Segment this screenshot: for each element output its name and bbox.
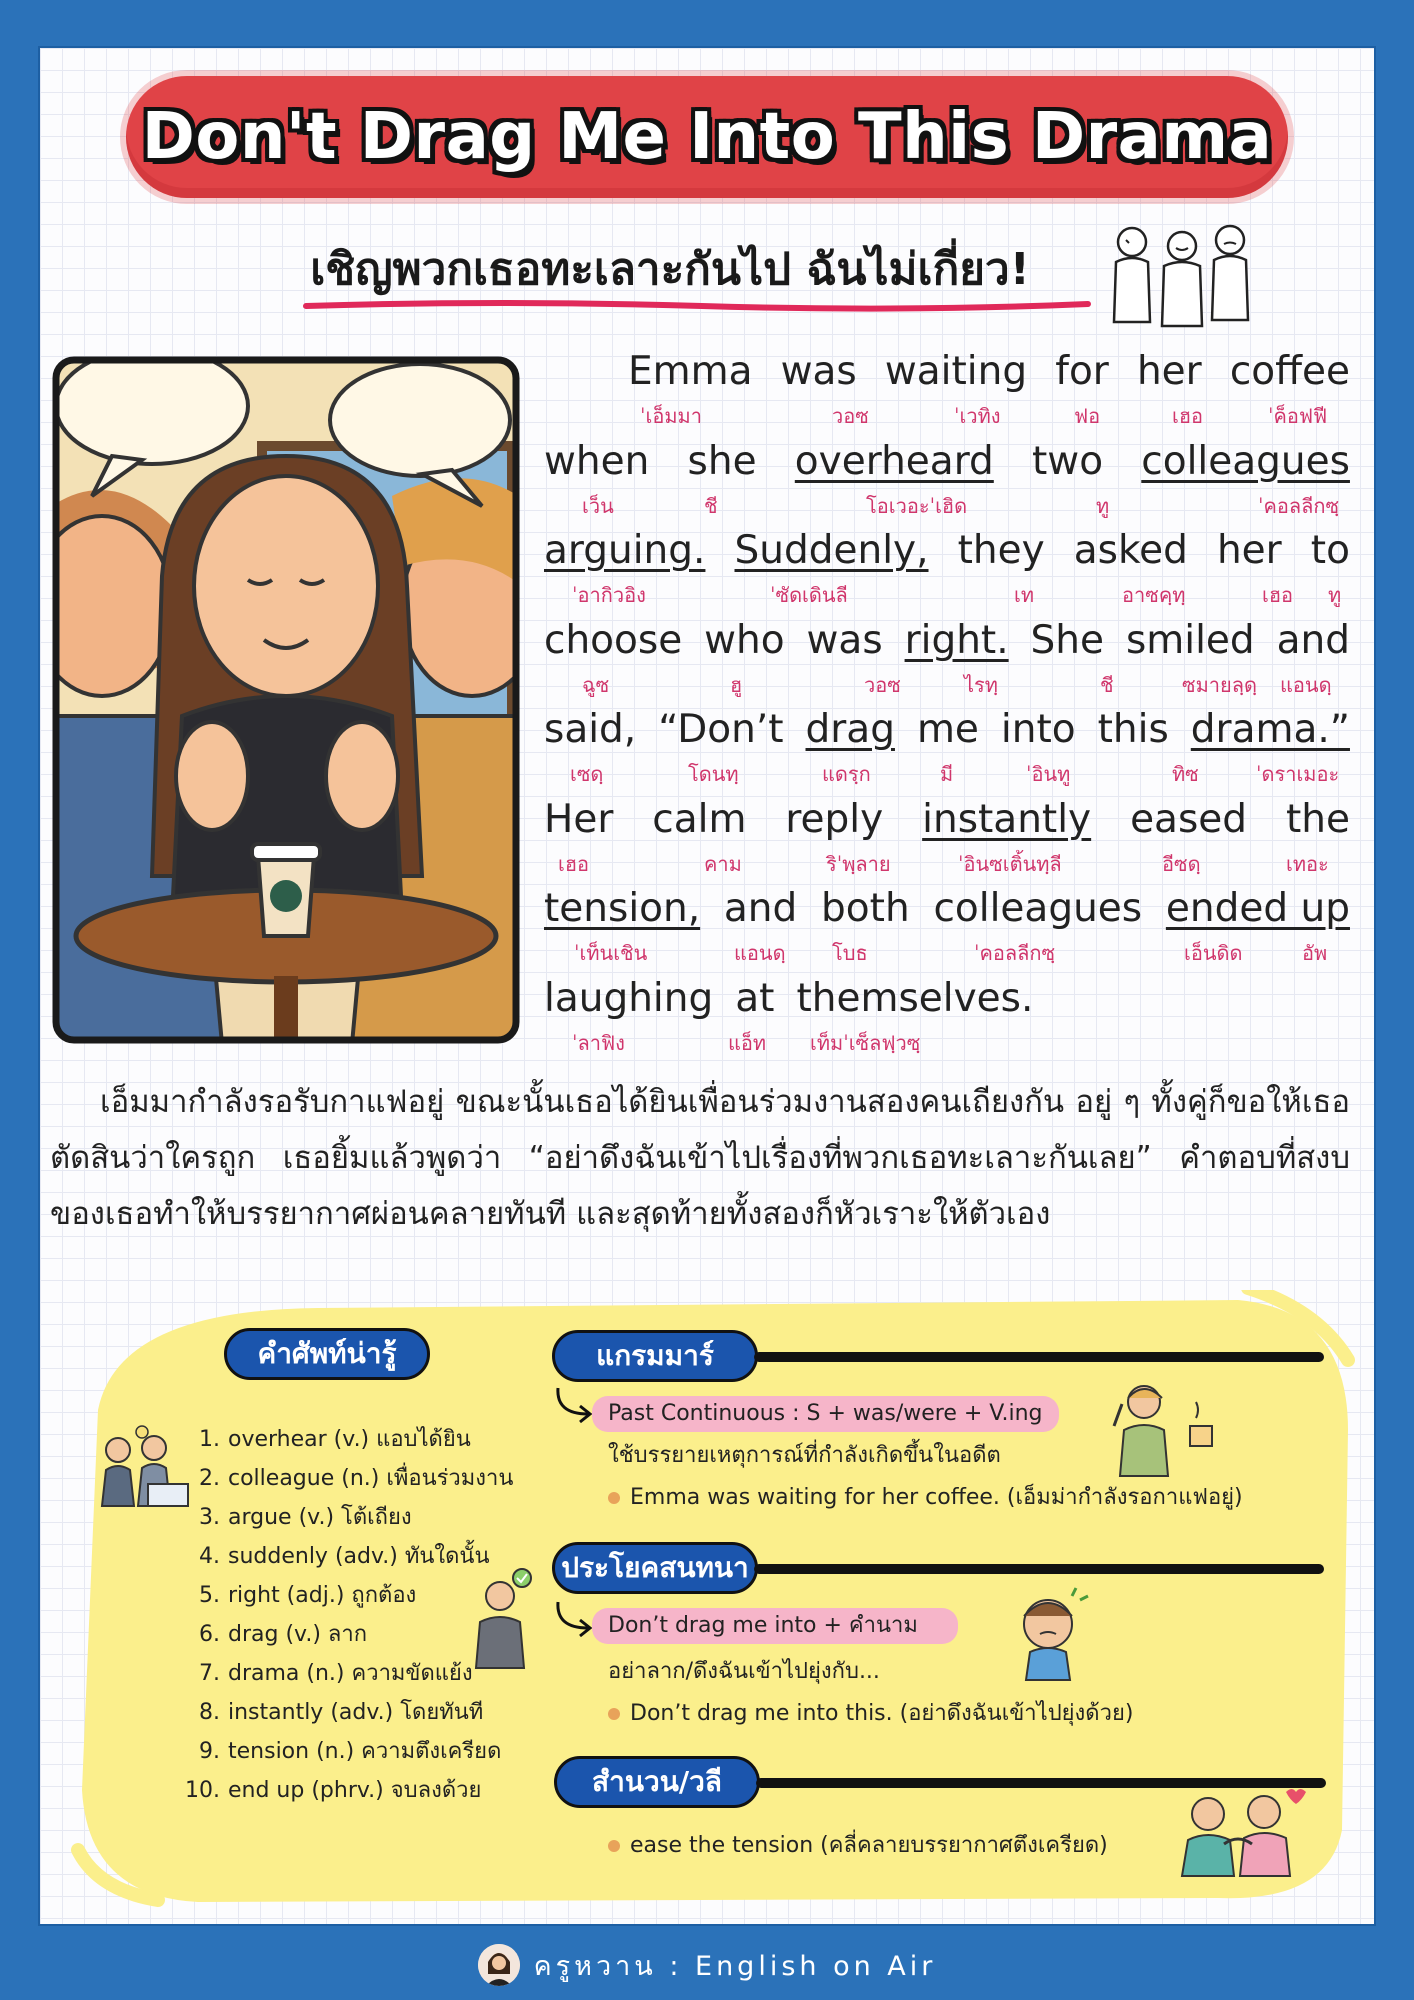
story-word: Her [544,796,614,842]
pronunciation: โอเวอะˈเฮิด [866,493,968,518]
page-title: Don't Drag Me Into This Drama [141,100,1273,174]
pronunciation: ทู [1096,493,1110,518]
story-word: they [957,528,1045,573]
story-line [544,975,1350,1065]
woman-with-coffee-icon [1100,1374,1220,1478]
story-word: to [1310,528,1350,573]
story-word: and [723,886,798,931]
pronunciation: อัพ [1302,941,1328,965]
story-word: laughing [544,975,714,1021]
pronunciation: เฮอ [1172,404,1204,428]
story-word: into [1000,707,1076,752]
footer-credit: ครูหวาน : English on Air [533,1950,937,1982]
vocab-list [182,1420,542,1810]
pronunciation: ˈซัดเดินลี [770,583,848,607]
vocab-word: colleagues [1141,438,1350,484]
vocab-item: 3. argue (v.) โต้เถียง [199,1505,412,1530]
pronunciation: มี [940,762,954,786]
pronunciation: เท็มˈเซ็ลฟฺวซฺ [810,1030,921,1055]
pronunciation: เอ็นดิด [1184,941,1243,965]
story-word: her [1216,528,1282,573]
vocab-word: ended up [1165,886,1350,931]
pronunciation: โบธ [832,941,868,965]
vocab-item: 9. tension (n.) ความตึงเครียด [199,1739,502,1764]
conversation-example: Don’t drag me into this. (อย่าดึงฉันเข้าไปยุ่งด้วย) [608,1698,1133,1730]
pronunciation: อาซคฺทฺ [1122,583,1186,607]
story-line [544,796,1350,886]
story-word: calm [652,796,747,842]
pronunciation: โดนทฺ [688,762,739,786]
story-word: two [1032,438,1104,484]
pronunciation: ˈคอลลีกซฺ [974,941,1056,965]
bullet-dot-icon [608,1492,620,1504]
avatar [478,1944,520,1986]
bullet-dot-icon [608,1708,620,1720]
story-word: She [1030,617,1105,663]
story-word: eased [1130,796,1248,842]
story-word: when [544,438,650,484]
pronunciation: แดรฺก [822,762,871,786]
pronunciation: ˈอินทู [1026,762,1071,786]
conversation-meaning: อย่าลาก/ดึงฉันเข้าไปยุ่งกับ... [608,1659,880,1684]
story-word: was [780,349,857,394]
pronunciation: ˈดราเมอะ [1256,762,1340,786]
vocab-item: 2. colleague (n.) เพื่อนร่วมงาน [199,1466,514,1491]
section-divider [754,1352,1324,1362]
pronunciation: เท [1014,583,1035,607]
story-word: “Don’t [658,707,784,752]
story-word: said, [544,707,637,752]
story-word: choose [544,617,683,663]
arrow-curve-icon [552,1386,596,1426]
story-word: for [1055,349,1109,394]
pronunciation: ซมายลฺดฺ [1182,672,1257,697]
pronunciation: แอนดฺ [1280,672,1332,697]
worried-boy-icon [1002,1586,1096,1682]
story-word: coffee [1229,349,1350,394]
grammar-heading: แกรมมาร์ [552,1330,758,1382]
pronunciation: ˈคอลลีกซฺ [1258,493,1340,518]
vocab-item: 5. right (adj.) ถูกต้อง [199,1583,417,1608]
story-word: the [1285,796,1350,842]
story-line [544,438,1350,528]
vocab-item: 6. drag (v.) ลาก [199,1622,368,1647]
vocab-word: instantly [922,796,1092,842]
pronunciation: ทู [1328,583,1342,607]
story-word: colleagues [933,886,1143,931]
pronunciation: ริˈพฺลาย [826,851,891,876]
pronunciation: ˈเวทิง [954,404,1001,428]
story-word: and [1276,617,1350,663]
story-word: her [1136,349,1202,394]
story-word: was [806,617,883,663]
vocab-item: 10. end up (phrv.) จบลงด้วย [185,1778,482,1803]
arrow-curve-icon [552,1600,596,1640]
story-word: who [704,617,785,663]
pronunciation: ชี [704,493,718,518]
grammar-example: Emma was waiting for her coffee. (เอ็มม่ากำลังรอกาแฟอยู่) [608,1482,1243,1514]
people-doodle-icon [1106,222,1256,332]
office-people-icon [88,1424,192,1510]
vocab-item: 7. drama (n.) ความขัดแย้ง [199,1661,473,1686]
thai-translation: เอ็มมากำลังรอรับกาแฟอยู่ ขณะนั้นเธอได้ยินเพื่อนร่วมงานสองคนเถียงกัน อยู่ ๆ ทั้งคู่ก็ขอให้เธอตัดสินว่าใครถูก เธอยิ้มแล้วพูดว่า “อย่าดึงฉันเข้าไปเรื่องที่พวกเธอทะเลาะกันเลย” คำตอบที่สงบของเธอทำให้บรรยากาศผ่อนคลายทันที และสุดท้ายทั้งสองก็หัวเราะให้ตัวเอง [50,1084,1350,1232]
story-illustration [52,356,520,1044]
section-divider [754,1564,1324,1574]
vocab-word: right. [904,617,1009,663]
pronunciation: วอซ [832,404,869,428]
pronunciation: ˈเอ็มมา [640,404,702,428]
pronunciation: เว็น [582,493,614,518]
pronunciation: ฮู [730,672,743,697]
vocab-item: 4. suddenly (adv.) ทันใดนั้น [199,1544,490,1569]
bullet-dot-icon [608,1840,620,1852]
story-word: me [916,707,979,752]
story-word: reply [785,796,884,842]
pronunciation: ˈค็อฟฟี [1268,404,1328,428]
grammar-usage: ใช้บรรยายเหตุการณ์ที่กำลังเกิดขึ้นในอดีต [608,1443,1001,1468]
idiom-heading: สำนวน/วลี [554,1756,760,1808]
story-word: themselves. [796,975,1034,1021]
pronunciation: เฮอ [1262,583,1294,607]
vocab-word: Suddenly, [734,528,929,573]
story-word: she [687,438,757,484]
coffee-cup-icon [252,844,320,936]
story-line [544,706,1350,796]
story-word: both [821,886,910,931]
story-line [544,348,1350,438]
pronunciation: ˈเท็นเชิน [574,941,648,965]
story-text [544,348,1350,1064]
pronunciation: เฮอ [558,851,590,876]
story-line [544,527,1350,617]
pronunciation: ฟอ [1074,404,1101,428]
worksheet-page [38,46,1376,1926]
story-word: smiled [1125,617,1255,663]
pronunciation: แอนดฺ [734,941,786,965]
story-word: asked [1073,528,1188,573]
vocab-word: drama.” [1190,707,1350,752]
pronunciation: ชี [1100,672,1114,697]
pronunciation: ทิซ [1172,762,1199,786]
pronunciation: คาม [704,851,742,876]
pronunciation: อีซดฺ [1162,851,1201,876]
story-word: at [735,975,775,1021]
pronunciation: ไรทฺ [964,672,998,697]
pronunciation: ˈลาฟิง [572,1030,625,1055]
conversation-heading: ประโยคสนทนา [552,1542,758,1594]
thai-subtitle: เชิญพวกเธอทะเลาะกันไป ฉันไม่เกี่ยว! [310,244,1030,295]
vocab-word: drag [805,707,895,752]
pronunciation: ฉูซ [582,672,610,697]
story-word: this [1097,707,1169,752]
vocab-item: 8. instantly (adv.) โดยทันที [199,1700,484,1725]
pronunciation: วอซ [864,672,901,697]
pronunciation: ˈอากิวอิง [572,583,646,607]
vocab-item: 1. overhear (v.) แอบได้ยิน [199,1427,471,1452]
pronunciation: เซดฺ [570,762,604,786]
grammar-formula: Past Continuous : S + was/were + V.ing [592,1396,1059,1432]
vocab-heading: คำศัพท์น่ารู้ [224,1328,430,1380]
story-line [544,885,1350,975]
story-line [544,617,1350,707]
hugging-people-icon [1168,1784,1308,1878]
pronunciation: ˈอินซเติ้นทฺลี [958,851,1062,876]
footer [0,1942,1414,1988]
vocab-word: overheard [794,438,994,484]
subtitle-underline [302,298,1092,312]
story-word: Emma [628,349,753,394]
pronunciation: เทอะ [1286,851,1329,876]
story-word: waiting [884,349,1028,394]
idiom-example: ease the tension (คลี่คลายบรรยากาศตึงเครียด) [608,1830,1108,1862]
vocab-word: tension, [544,886,701,931]
vocab-word: arguing. [544,528,706,573]
conversation-pattern: Don’t drag me into + คำนาม [592,1608,958,1644]
pronunciation: แอ็ท [728,1030,767,1055]
